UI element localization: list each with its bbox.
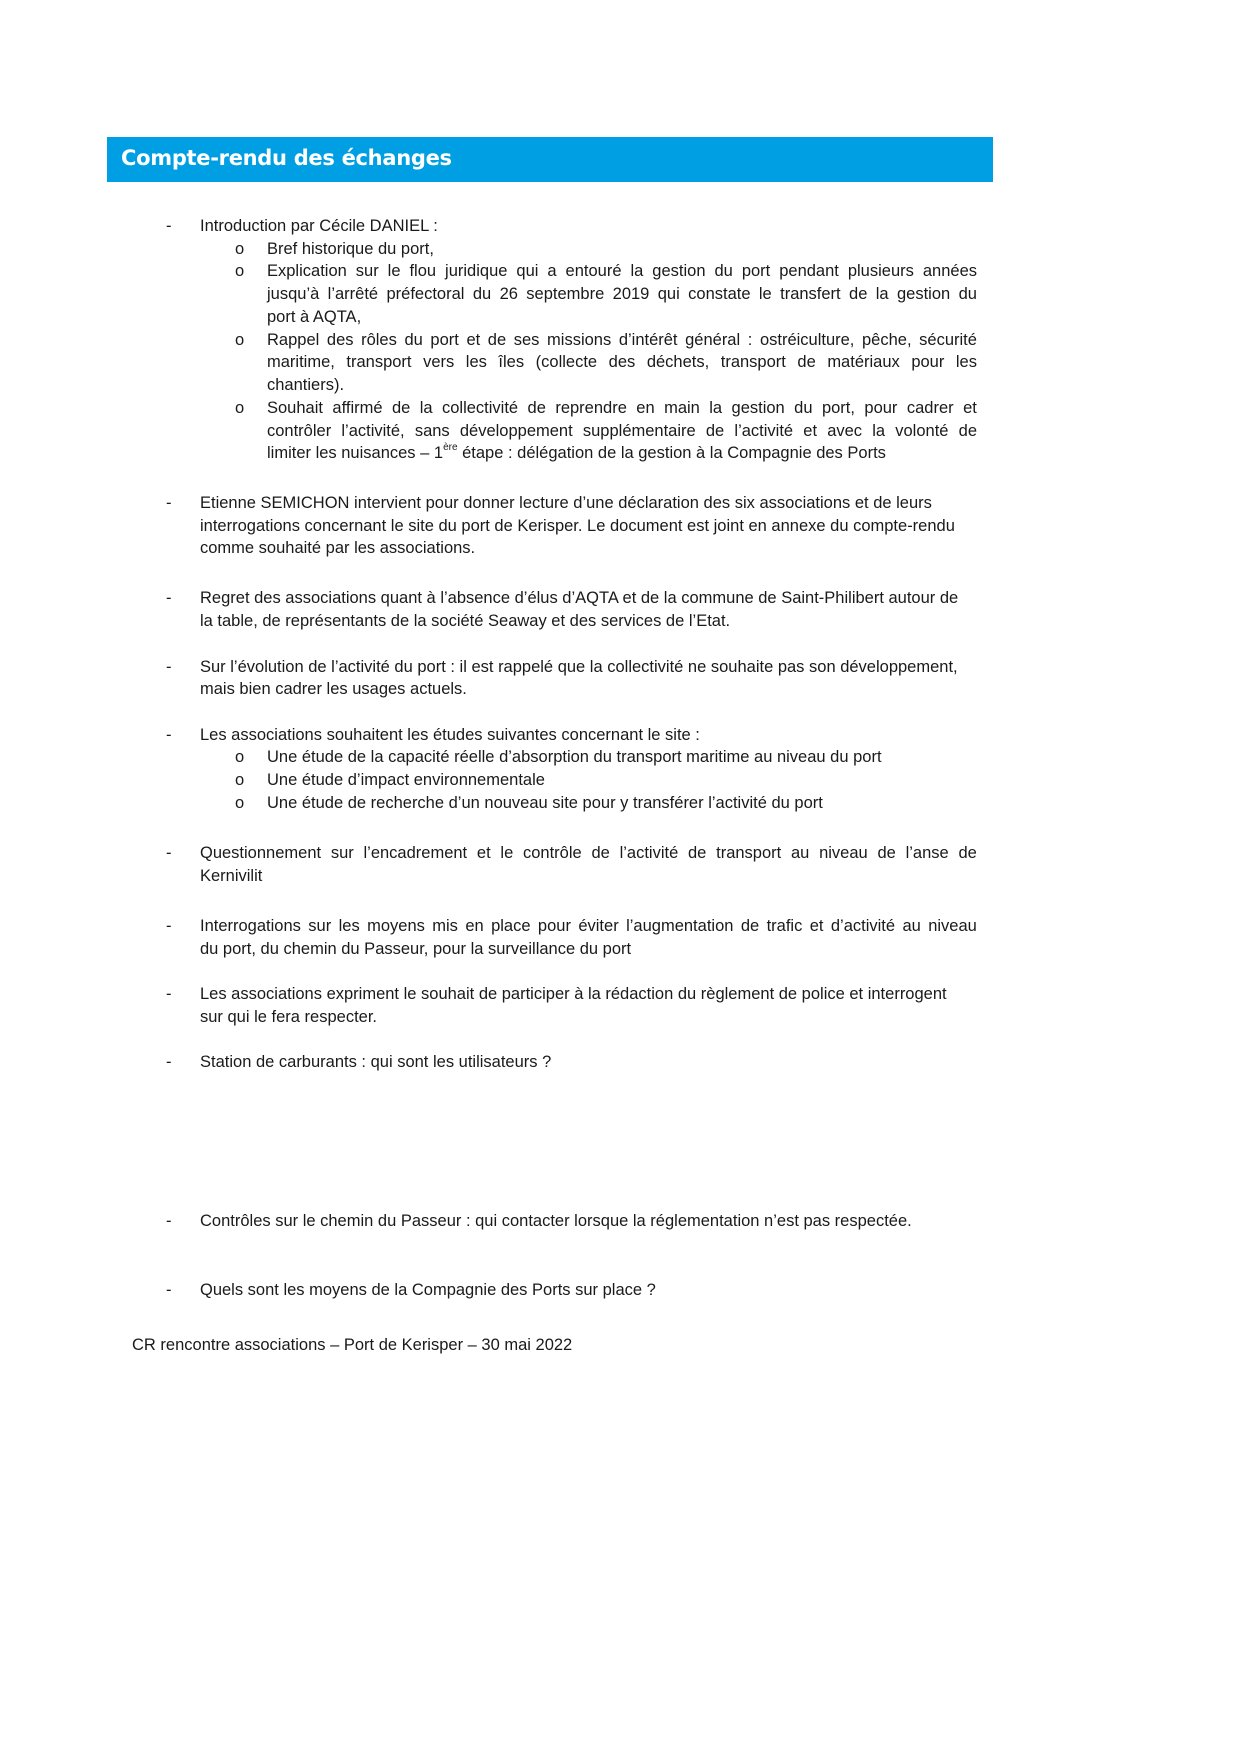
footer-text: CR rencontre associations – Port de Kerisper – 30 mai 2022 [132, 1335, 573, 1354]
list-item-text: Regret des associations quant à l’absence d’élus d’AQTA et de la commune de Saint-Philibert autour de [200, 588, 959, 607]
list-item-text: Etienne SEMICHON intervient pour donner lecture d’une déclaration des six associations et de leurs [200, 493, 932, 512]
sub-item-text: maritime, transport vers les îles (collecte des déchets, transport de matériaux pour les [267, 352, 977, 371]
circle-bullet-icon: o [235, 770, 245, 789]
list-item-text: comme souhaité par les associations. [200, 538, 476, 557]
section-header-bar [107, 137, 993, 182]
dash-bullet-icon: - [166, 588, 172, 607]
list-item-text: Introduction par Cécile DANIEL : [200, 216, 438, 235]
sub-item-text: chantiers). [267, 375, 345, 394]
circle-bullet-icon: o [235, 793, 245, 812]
sub-item-text: Une étude d’impact environnementale [267, 770, 545, 789]
list-item-text: Sur l’évolution de l’activité du port : il est rappelé que la collectivité ne souhaite pas son développement, [200, 657, 958, 676]
list-item-text: Les associations expriment le souhait de participer à la rédaction du règlement de police et interrogent [200, 984, 947, 1003]
list-item-text: Interrogations sur les moyens mis en place pour éviter l’augmentation de trafic et d’activité au niveau [200, 916, 977, 935]
sub-item-text: contrôler l’activité, sans développement supplémentaire de l’activité et avec la volonté de [267, 421, 977, 440]
dash-bullet-icon: - [166, 216, 172, 235]
sub-item-text: Souhait affirmé de la collectivité de reprendre en main la gestion du port, pour cadrer et [267, 398, 977, 417]
dash-bullet-icon: - [166, 984, 172, 1003]
sub-item-text: Bref historique du port, [267, 239, 434, 258]
section-title: Compte-rendu des échanges [121, 146, 452, 170]
dash-bullet-icon: - [166, 493, 172, 512]
circle-bullet-icon: o [235, 261, 245, 280]
circle-bullet-icon: o [235, 747, 245, 766]
sub-item-text: Explication sur le flou juridique qui a entouré la gestion du port pendant plusieurs années [267, 261, 977, 280]
dash-bullet-icon: - [166, 725, 172, 744]
list-item-text: du port, du chemin du Passeur, pour la surveillance du port [200, 939, 632, 958]
sub-item-text: port à AQTA, [267, 307, 362, 326]
dash-bullet-icon: - [166, 1052, 172, 1071]
dash-bullet-icon: - [166, 843, 172, 862]
list-item-text: Quels sont les moyens de la Compagnie des Ports sur place ? [200, 1280, 656, 1299]
sub-item-text: Une étude de recherche d’un nouveau site pour y transférer l’activité du port [267, 793, 823, 812]
list-item-text: Les associations souhaitent les études suivantes concernant le site : [200, 725, 700, 744]
dash-bullet-icon: - [166, 1280, 172, 1299]
circle-bullet-icon: o [235, 398, 245, 417]
list-item-text: Contrôles sur le chemin du Passeur : qui contacter lorsque la réglementation n’est pas respectée. [200, 1211, 912, 1230]
dash-bullet-icon: - [166, 1211, 172, 1230]
circle-bullet-icon: o [235, 239, 245, 258]
sub-item-text: jusqu’à l’arrêté préfectoral du 26 septembre 2019 qui constate le transfert de la gestion du [267, 284, 977, 303]
dash-bullet-icon: - [166, 916, 172, 935]
list-item-text: Station de carburants : qui sont les utilisateurs ? [200, 1052, 552, 1071]
list-item-text: Questionnement sur l’encadrement et le contrôle de l’activité de transport au niveau de l’anse de [200, 843, 977, 862]
list-item-text: mais bien cadrer les usages actuels. [200, 679, 467, 698]
dash-bullet-icon: - [166, 657, 172, 676]
sub-item-text: limiter les nuisances – 1ère étape : délégation de la gestion à la Compagnie des Ports [267, 442, 886, 462]
sub-item-text: Rappel des rôles du port et de ses missions d’intérêt général : ostréiculture, pêche, sécurité [267, 330, 977, 349]
list-item-text: la table, de représentants de la société Seaway et des services de l’Etat. [200, 611, 731, 630]
list-item-text: Kernivilit [200, 866, 263, 885]
sub-item-text: Une étude de la capacité réelle d’absorption du transport maritime au niveau du port [267, 747, 882, 766]
list-item-text: sur qui le fera respecter. [200, 1007, 378, 1026]
superscript: ère [443, 442, 458, 454]
circle-bullet-icon: o [235, 330, 245, 349]
list-item-text: interrogations concernant le site du port de Kerisper. Le document est joint en annexe du compte-rendu [200, 516, 955, 535]
